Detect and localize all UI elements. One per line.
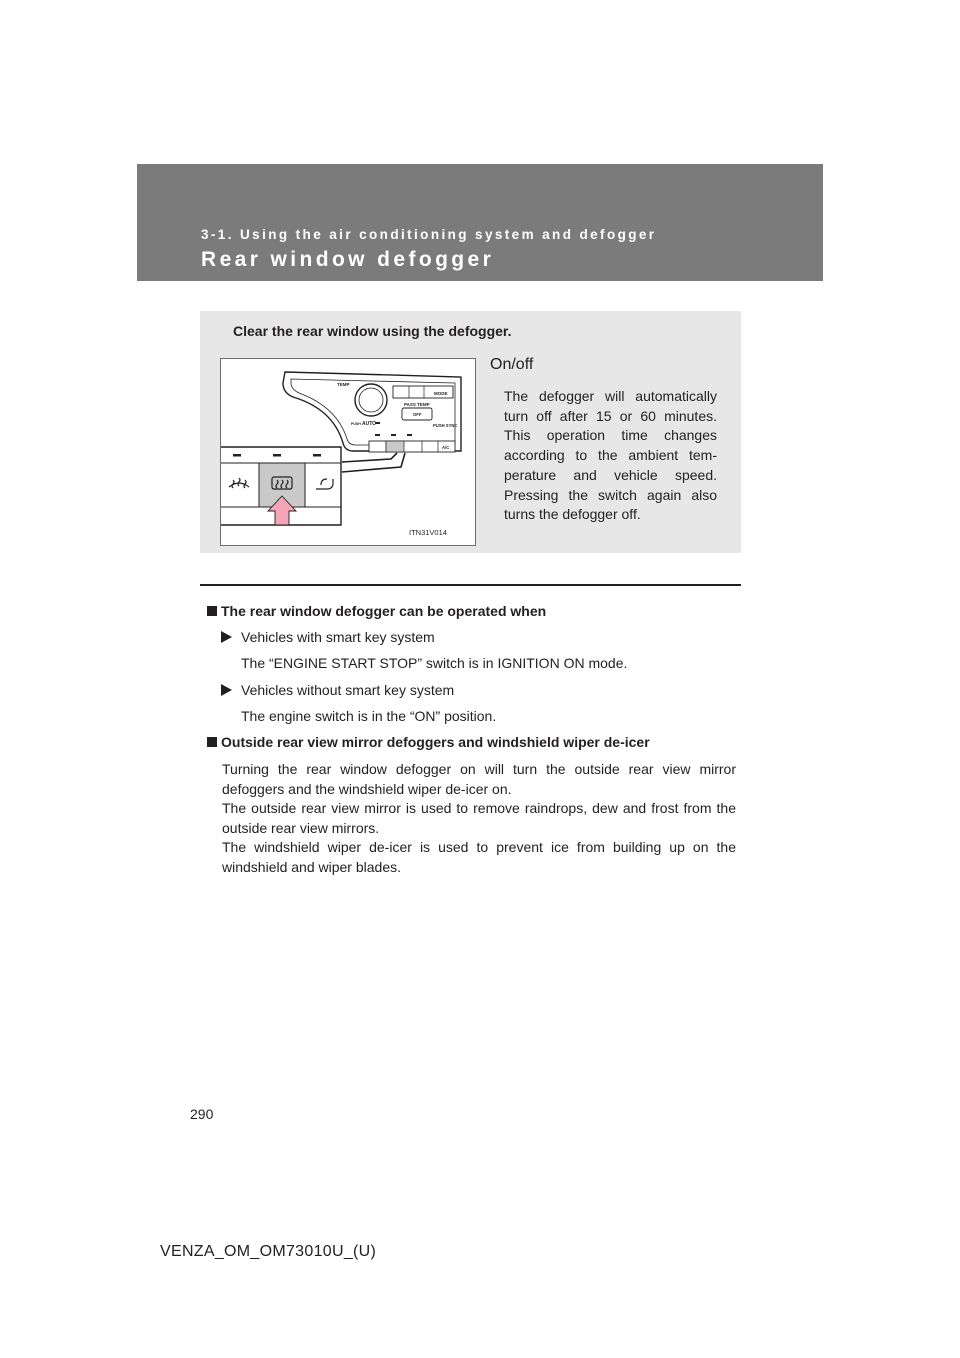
push-label: PUSH: [351, 422, 361, 426]
smart-key-condition: The “ENGINE START STOP” switch is in IGNITION ON mode.: [241, 655, 628, 671]
footer-doc-code: VENZA_OM_OM73010U_(U): [160, 1243, 377, 1260]
mode-label: MODE: [434, 391, 448, 396]
page-number: 290: [190, 1106, 214, 1122]
para-deicer-activation: Turning the rear window defogger on will turn the outside rear view mirror defoggers and the windshield wiper de-icer on.: [222, 761, 736, 797]
temp-label: TEMP: [337, 382, 350, 387]
square-bullet-icon: [207, 606, 217, 616]
panel-intro: Clear the rear window using the defogger.: [233, 323, 512, 339]
auto-label: AUTO: [362, 421, 377, 427]
note-heading-operation: The rear window defogger can be operated when: [207, 603, 546, 619]
no-smart-key-condition: The engine switch is in the “ON” position.: [241, 708, 497, 724]
bullet-smart-key: Vehicles with smart key system: [221, 629, 435, 645]
pass-temp-label: PASS TEMP: [404, 402, 430, 407]
onoff-description: The defogger will automatically turn off after 15 or 60 minutes. This operation time changes according to the ambient tem- perature and vehicle speed. Pressing the switch again also turns the defogger off.: [504, 388, 717, 523]
onoff-label: On/off: [490, 356, 534, 373]
push-sync-label: PUSH SYNC: [433, 423, 458, 428]
triangle-bullet-icon: [221, 631, 232, 643]
note-heading-mirror-deicer: Outside rear view mirror defoggers and windshield wiper de-icer: [207, 734, 650, 750]
control-panel-illustration: [220, 358, 476, 546]
info-panel: [200, 311, 741, 553]
ac-label: A/C: [442, 445, 450, 450]
page-title: Rear window defogger: [201, 248, 495, 271]
off-label: OFF: [413, 412, 422, 417]
figure-code: ITN31V014: [409, 528, 447, 537]
bullet-no-smart-key: Vehicles without smart key system: [221, 682, 454, 698]
section-label: 3-1. Using the air conditioning system and defogger: [201, 227, 657, 242]
para-wiper-deicer: The windshield wiper de-icer is used to prevent ice from building up on the windshield and wiper blades.: [222, 839, 736, 875]
section-divider: [200, 584, 741, 586]
header-band: [137, 164, 823, 281]
para-mirror-defogger: The outside rear view mirror is used to remove raindrops, dew and frost from the outside rear view mirrors.: [222, 800, 736, 836]
square-bullet-icon: [207, 737, 217, 747]
triangle-bullet-icon: [221, 684, 232, 696]
